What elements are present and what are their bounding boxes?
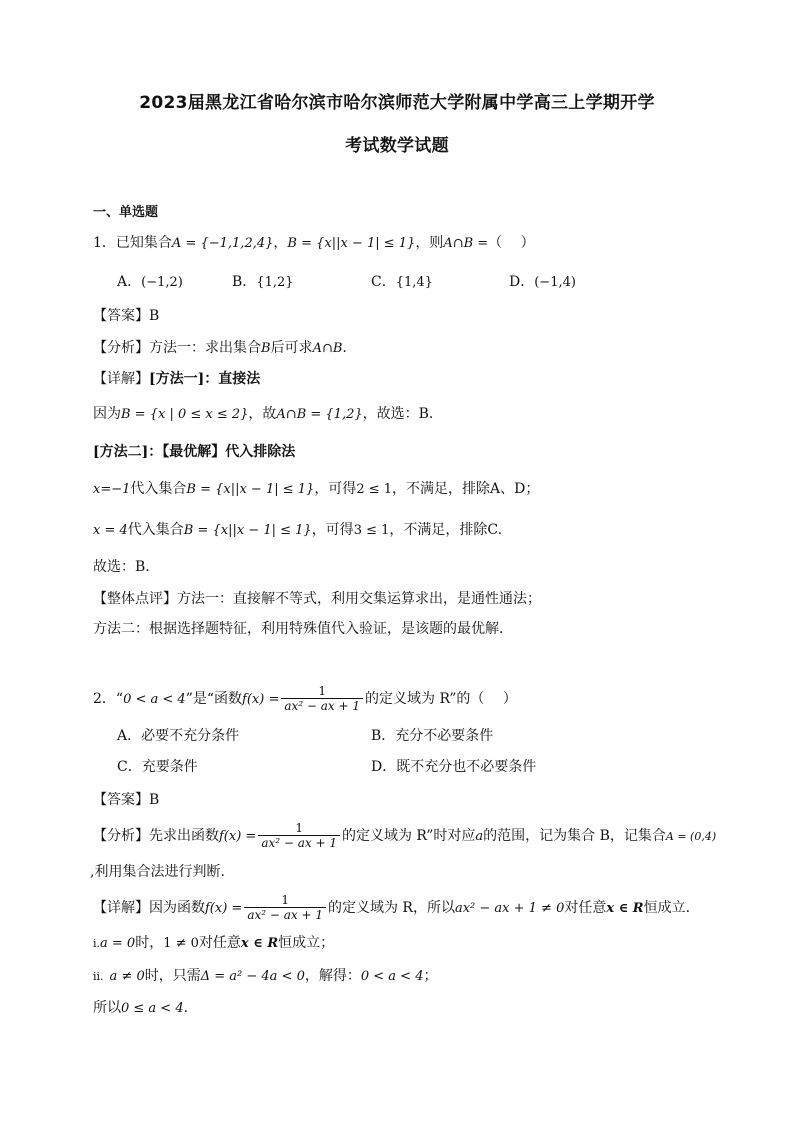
q2-cond: 0 < a < 4	[123, 692, 186, 707]
q1-analysis-c: 后可求	[270, 340, 313, 356]
q1-analysis-b: B	[261, 341, 271, 356]
q2-c2-c: 时，只需	[144, 968, 201, 984]
q1-method1-heading: [方法一]：直接法	[149, 371, 261, 387]
q1-option-d-value: (−1,4)	[534, 275, 576, 290]
q1-m1-d: A∩B = {1,2}	[276, 407, 363, 422]
q2-an-frac-num: 1	[295, 821, 303, 835]
q1-m2l2-a: x = 4	[93, 523, 128, 538]
q2-c1-d: 1 ≠ 0	[163, 936, 199, 951]
q2-frac-num: 1	[318, 684, 326, 698]
q2-analysis	[93, 818, 716, 855]
q2-option-d-value: 既不充分也不必要条件	[396, 759, 537, 775]
q1-m2l2-c: B = {x||x − 1| ≤ 1}	[183, 523, 312, 538]
q1-set-b: B = {x||x − 1| ≤ 1}	[287, 236, 416, 251]
q2-c1-g: 恒成立；	[278, 935, 335, 951]
q1-review-2: 方法二：根据选择题特征，利用特殊值代入验证，是该题的最优解．	[93, 621, 513, 637]
q2-d-c: ax² − ax + 1 ≠ 0	[454, 901, 565, 916]
q1-option-c-value: {1,4}	[395, 275, 433, 290]
q1-m2l1-c: B = {x||x − 1| ≤ 1}	[186, 482, 315, 497]
q2-case2	[93, 966, 437, 987]
q1-sep: ，	[273, 235, 288, 251]
q2-option-a[interactable]	[117, 726, 239, 746]
q1-analysis-a: 方法一：求出集合	[149, 340, 261, 356]
q2-option-c-label: C．	[117, 759, 142, 775]
q2-d-a: 因为函数	[149, 900, 205, 916]
q2-number: 2．	[93, 691, 116, 707]
q1-analysis-tag: 【分析】	[93, 340, 149, 356]
q1-method2-line1	[93, 479, 539, 500]
q1-review-tag: 【整体点评】	[93, 591, 177, 607]
q1-answer-value: B	[149, 308, 160, 324]
q2-answer-tag: 【答案】	[93, 792, 149, 808]
q2-c2-e: ，解得：	[304, 968, 361, 984]
q2-c2-g: ；	[423, 968, 438, 984]
q2-analysis-cont: ,利用集合法进行判断.	[90, 864, 225, 880]
q2-fx: f(x) =	[242, 692, 280, 707]
q2-case3	[93, 998, 188, 1019]
q1-m1-b: B = {x | 0 ≤ x ≤ 2}	[121, 407, 249, 422]
q2-option-a-value: 必要不充分条件	[141, 728, 240, 744]
q2-stem	[93, 681, 517, 718]
q2-an-b: 的定义域为 R”时对应	[341, 828, 476, 844]
q2-an-c: a	[475, 829, 484, 844]
q2-q-b: ”是“函数	[185, 691, 243, 707]
q1-set-a: A = {−1,1,2,4}	[171, 236, 274, 251]
q1-method1-body	[93, 404, 433, 425]
q2-option-d-label: D．	[371, 759, 397, 775]
q2-detail-tag: 【详解】	[93, 900, 149, 916]
q2-d-fx: f(x) =	[205, 901, 243, 916]
q2-option-b[interactable]	[371, 726, 493, 746]
page-title-line1: 2023届黑龙江省哈尔滨市哈尔滨师范大学附属中学高三上学期开学	[139, 93, 655, 113]
q1-detail-tag: 【详解】	[93, 371, 149, 387]
q2-d-e: x ∈ R	[606, 901, 644, 916]
q2-c2-a: ii.	[93, 970, 104, 983]
q2-c1-a: i.	[93, 937, 101, 950]
q2-an-frac-den: ax² − ax + 1	[258, 835, 340, 851]
q2-option-a-label: A．	[117, 728, 142, 744]
q1-option-b[interactable]	[232, 272, 294, 293]
q1-m1-c: ，故	[248, 406, 277, 422]
q1-number: 1．	[93, 235, 116, 251]
q2-answer-value: B	[149, 792, 160, 808]
q2-c2-d: Δ = a² − 4a < 0	[200, 969, 305, 984]
q1-answer-tag: 【答案】	[93, 308, 149, 324]
q1-option-b-value: {1,2}	[256, 275, 294, 290]
q2-d-fraction	[244, 893, 326, 923]
q2-c3-c: .	[183, 1000, 189, 1016]
q1-analysis-d: A∩B	[312, 341, 343, 356]
q2-d-b: 的定义域为 R，所以	[327, 900, 455, 916]
q1-m2l1-f: ，不满足，排除A、D；	[392, 481, 540, 497]
q2-d-d: 对任意	[564, 900, 607, 916]
q1-method2-heading: [方法二]：【最优解】代入排除法	[93, 444, 296, 460]
q1-analysis-e: .	[342, 340, 347, 356]
q1-m2l2-f: ，不满足，排除C.	[389, 522, 503, 538]
q1-review1-text: 方法一：直接解不等式，利用交集运算求出，是通性通法；	[177, 591, 541, 607]
q2-an-e: A = (0,4)	[665, 830, 717, 843]
q1-method2-line2	[93, 520, 502, 541]
q1-stem	[93, 233, 535, 254]
q1-option-a-value: (−1,2)	[141, 275, 183, 290]
q2-d-frac-num: 1	[281, 893, 289, 907]
q1-stem-a: 已知集合	[115, 235, 172, 251]
q2-fraction	[281, 684, 363, 714]
q1-option-d-label: D．	[509, 274, 535, 290]
q2-option-c[interactable]	[117, 757, 198, 777]
q1-m2l2-e: 3 ≤ 1	[353, 523, 390, 538]
q1-stem-b: ，则	[415, 235, 444, 251]
q2-c2-b: a ≠ 0	[109, 969, 145, 984]
q1-option-c[interactable]	[371, 272, 433, 293]
q1-detail-heading	[93, 369, 260, 389]
q1-m2l2-b: 代入集合	[127, 522, 184, 538]
q2-c1-b: a = 0	[100, 936, 136, 951]
q2-d-f: 恒成立.	[643, 900, 691, 916]
q2-c3-b: 0 ≤ a < 4	[121, 1001, 184, 1016]
q2-an-fraction	[258, 821, 340, 851]
q2-q-a: “	[115, 691, 124, 707]
q2-option-b-value: 充分不必要条件	[395, 728, 494, 744]
q1-option-d[interactable]	[509, 272, 576, 293]
q1-m2l2-d: ，可得	[311, 522, 354, 538]
q2-frac-den: ax² − ax + 1	[281, 698, 363, 714]
q1-choose: 故选：B.	[93, 559, 150, 575]
q1-intersection: A∩B =	[443, 236, 489, 251]
q1-m2l1-b: 代入集合	[130, 481, 187, 497]
q2-c3-a: 所以	[93, 1000, 121, 1016]
page-title-line2: 考试数学试题	[345, 136, 449, 156]
q2-option-c-value: 充要条件	[141, 759, 198, 775]
q2-analysis-tag: 【分析】	[93, 828, 149, 844]
q2-detail	[93, 890, 690, 927]
q1-m1-a: 因为	[93, 406, 121, 422]
q2-an-d: 的范围，记为集合 B，记集合	[483, 828, 666, 844]
section-heading: 一、单选题	[93, 205, 159, 220]
q1-review-1	[93, 589, 541, 609]
q2-case1	[93, 933, 334, 954]
q1-analysis	[93, 338, 347, 359]
q1-paren: （ ）	[488, 235, 535, 251]
q2-c1-c: 时，	[135, 935, 164, 951]
q1-option-c-label: C．	[371, 274, 396, 290]
q2-c1-e: 对任意	[198, 935, 241, 951]
q2-q-c: 的定义域为 R”的（ ）	[365, 691, 517, 707]
q2-c2-f: 0 < a < 4	[360, 969, 424, 984]
q2-c1-f: x ∈ R	[240, 936, 279, 951]
q2-an-a: 先求出函数	[149, 828, 219, 844]
q1-m1-e: ，故选：B.	[362, 406, 434, 422]
q1-option-a-label: A．	[117, 274, 142, 290]
q1-option-b-label: B．	[232, 274, 257, 290]
q1-option-a[interactable]	[117, 272, 183, 293]
q1-m2l1-e: 2 ≤ 1	[356, 482, 393, 497]
q1-m2l1-d: ，可得	[314, 481, 357, 497]
q2-answer	[93, 790, 159, 810]
q2-an-fx: f(x) =	[219, 829, 257, 844]
q2-d-frac-den: ax² − ax + 1	[244, 907, 326, 923]
q2-option-d[interactable]	[371, 757, 536, 777]
q1-answer	[93, 306, 159, 326]
q1-m2l1-a: x=−1	[93, 482, 131, 497]
q2-option-b-label: B．	[371, 728, 396, 744]
